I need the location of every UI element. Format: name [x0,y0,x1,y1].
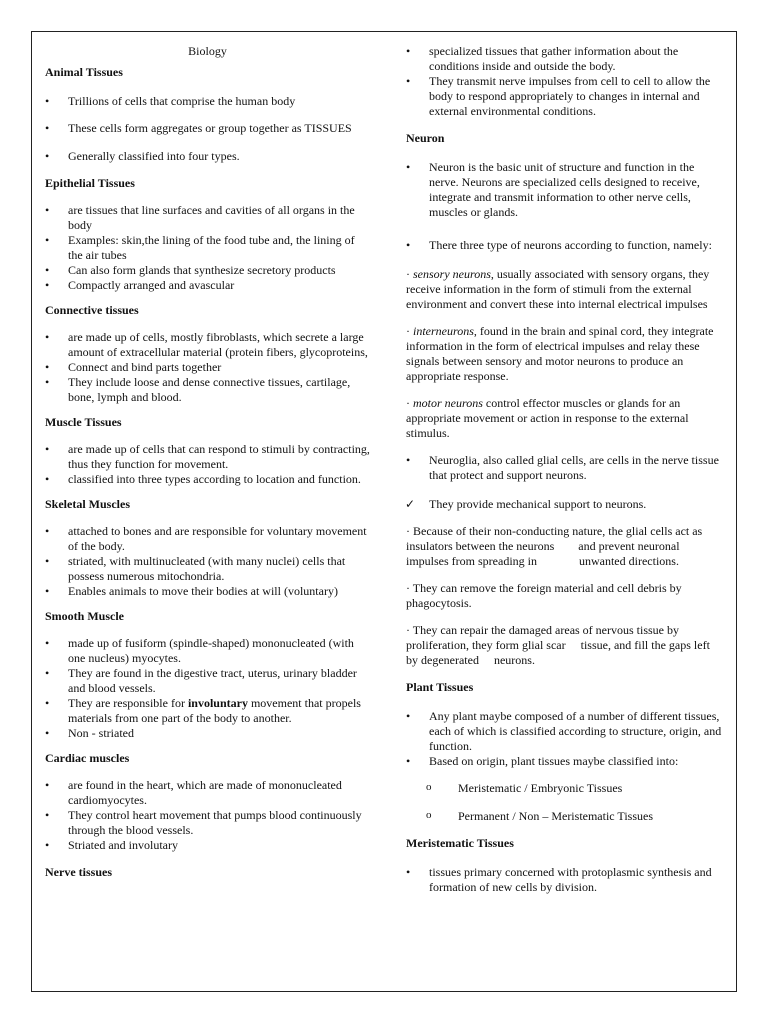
heading-muscle-tissues: Muscle Tissues [45,415,122,429]
heading-neuron: Neuron [406,131,445,145]
list-item: • Compactly arranged and avascular [45,278,370,293]
skeletal-list [45,524,370,599]
sub-list-item: o Meristematic / Embryonic Tissues [406,781,722,796]
muscle-list [45,442,370,487]
smooth-list [45,636,370,741]
right-column [406,44,722,895]
cardiac-list [45,778,370,853]
glia-paragraph: · They can repair the damaged areas of nervous tissue by proliferation, they form glial scar tissue, and fill the gaps left by degenerated neurons. [406,623,713,667]
paragraph-text: , usually associated with sensory organs, they receive information in the form of stimuli from the external environment and convert these into internal electrical impulses [406,267,710,311]
emphasis-involuntary: involuntary [187,696,248,710]
heading-connective-tissues: Connective tissues [45,303,139,317]
meristematic-list [406,865,722,895]
list-item: • are tissues that line surfaces and cavities of all organs in the body [45,203,370,233]
list-item: • Generally classified into four types. [45,149,370,164]
list-item: • made up of fusiform (spindle-shaped) mononucleated (with one nucleus) myocytes. [45,636,370,666]
neuron-list [406,160,722,253]
epithelial-list [45,203,370,293]
term-motor-neurons: motor neurons [413,396,483,410]
list-item [45,696,370,726]
sensory-neurons-paragraph [406,267,722,312]
item-text: movement that propels materials from one part of the body to another. [68,696,361,725]
bullet-dot: · [406,396,413,410]
check-list [406,497,722,512]
sub-list-item: o Permanent / Non – Meristematic Tissues [406,809,722,824]
list-item: • They transmit nerve impulses from cell to cell to allow the body to respond appropriately to changes in internal and external environmental conditions. [406,74,722,119]
list-item: • They are found in the digestive tract, uterus, urinary bladder and blood vessels. [45,666,370,696]
neuroglia-list [406,453,722,483]
connective-list [45,330,370,405]
list-item: • Non - striated [45,726,370,741]
list-item: • Neuroglia, also called glial cells, are cells in the nerve tissue that protect and support neurons. [406,453,722,483]
heading-nerve-tissues: Nerve tissues [45,865,112,879]
list-item: • These cells form aggregates or group together as TISSUES [45,121,370,136]
list-item: • Based on origin, plant tissues maybe classified into: [406,754,722,769]
bullet-dot: · [406,324,413,338]
list-item: • are made up of cells, mostly fibroblasts, which secrete a large amount of extracellular material (protein fibers, glycoproteins, [45,330,370,360]
list-item: • are made up of cells that can respond to stimuli by contracting, thus they function for movement. [45,442,370,472]
list-item: • specialized tissues that gather information about the conditions inside and outside the body. [406,44,722,74]
plant-list [406,709,722,769]
paragraph-text: , found in the brain and spinal cord, they integrate information in the form of electrical impulses and relay these signals between sensory and motor neurons to produce an appropriate response. [406,324,714,383]
list-item: • Connect and bind parts together [45,360,370,375]
animal-tissues-list [45,94,370,164]
heading-plant-tissues: Plant Tissues [406,680,474,694]
heading-animal-tissues: Animal Tissues [45,65,123,79]
heading-epithelial-tissues: Epithelial Tissues [45,176,135,190]
glia-paragraph: · Because of their non-conducting nature, the glial cells act as insulators between the neurons and prevent neuronal impulses from spreading in unwanted directions. [406,524,706,568]
list-item: • classified into three types according to location and function. [45,472,370,487]
term-interneurons: interneurons [413,324,474,338]
list-item: • Trillions of cells that comprise the human body [45,94,370,109]
item-text: They are responsible for [68,696,188,710]
paragraph-text: control effector muscles or glands for an appropriate movement or action in response to the external stimulus. [406,396,689,440]
list-item: • attached to bones and are responsible for voluntary movement of the body. [45,524,370,554]
document-title: Biology [188,44,227,58]
list-item: • Neuron is the basic unit of structure and function in the nerve. Neurons are specialized cells designed to receive, integrate and transmit information to other nerve cells, muscles or glands. [406,160,722,220]
plant-sub-list [406,781,722,824]
list-item: • are found in the heart, which are made of mononucleated cardiomyocytes. [45,778,370,808]
list-item: • Enables animals to move their bodies at will (voluntary) [45,584,370,599]
list-item: • They include loose and dense connective tissues, cartilage, bone, lymph and blood. [45,375,370,405]
list-item: • They control heart movement that pumps blood continuously through the blood vessels. [45,808,370,838]
list-item: • tissues primary concerned with protoplasmic synthesis and formation of new cells by division. [406,865,722,895]
list-item: • striated, with multinucleated (with many nuclei) cells that possess numerous mitochondria. [45,554,370,584]
heading-meristematic-tissues: Meristematic Tissues [406,836,514,850]
check-item: ✓ They provide mechanical support to neurons. [406,497,722,512]
heading-smooth-muscle: Smooth Muscle [45,609,124,623]
bullet-dot: · [406,267,413,281]
heading-cardiac-muscles: Cardiac muscles [45,751,130,765]
nerve-tissues-list [406,44,722,119]
left-column [45,44,370,880]
motor-neurons-paragraph [406,396,722,441]
glia-paragraph: · They can remove the foreign material and cell debris by phagocytosis. [406,581,682,610]
term-sensory-neurons: sensory neurons [413,267,491,281]
interneurons-paragraph [406,324,722,384]
list-item: • There three type of neurons according to function, namely: [406,238,722,253]
list-item: • Examples: skin,the lining of the food tube and, the lining of the air tubes [45,233,370,263]
heading-skeletal-muscles: Skeletal Muscles [45,497,130,511]
list-item: • Striated and involutary [45,838,370,853]
list-item: • Can also form glands that synthesize secretory products [45,263,370,278]
list-item: • Any plant maybe composed of a number of different tissues, each of which is classified according to structure, origin, and function. [406,709,722,754]
